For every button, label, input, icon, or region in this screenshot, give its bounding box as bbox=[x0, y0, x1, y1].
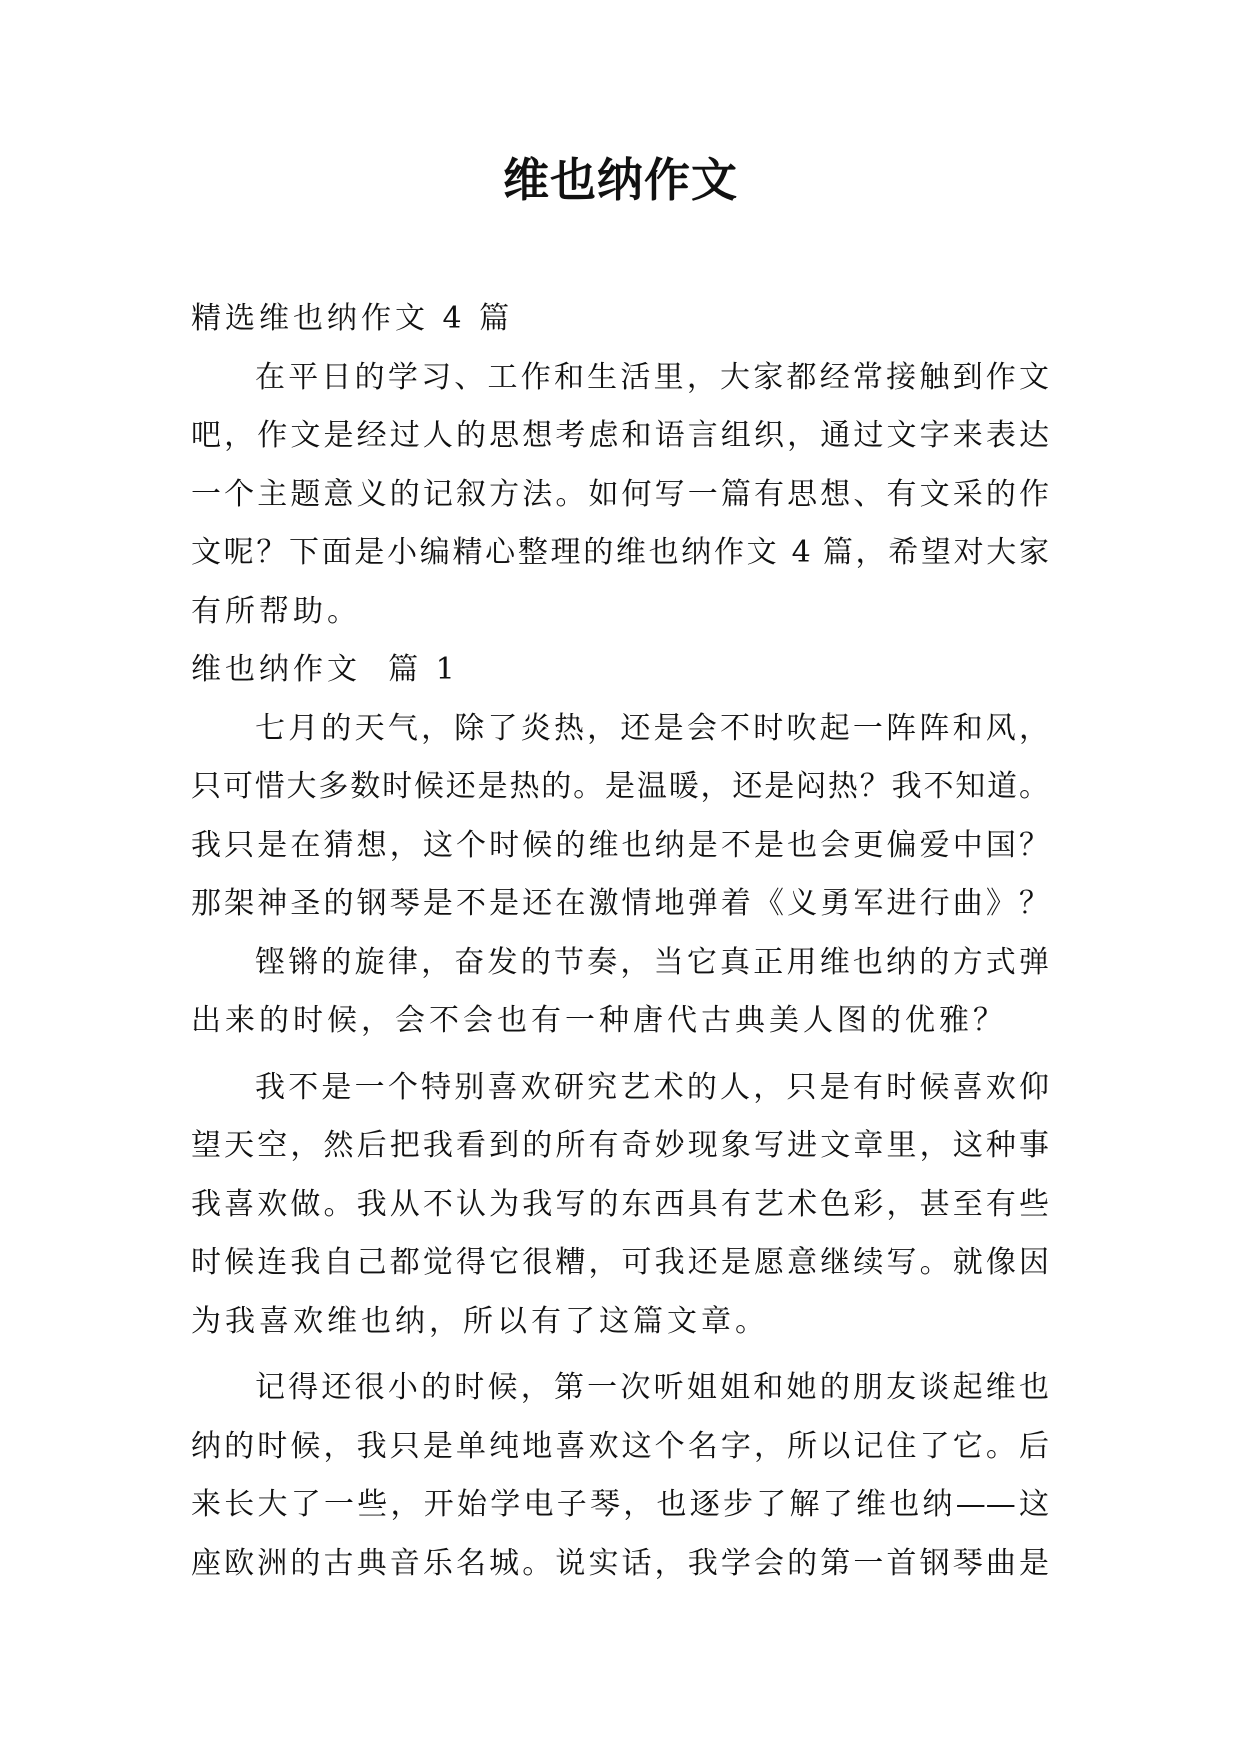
text-line: 来长大了一些，开始学电子琴，也逐步了解了维也纳——这 bbox=[191, 1487, 1049, 1522]
paragraph-gap bbox=[191, 1051, 1049, 1059]
intro-paragraph bbox=[191, 349, 1049, 642]
text-line: 铿锵的旋律，奋发的节奏，当它真正用维也纳的方式弹 bbox=[255, 944, 1049, 980]
paragraph bbox=[191, 700, 1049, 934]
text-line: 在平日的学习、工作和生活里，大家都经常接触到作文 bbox=[255, 359, 1049, 395]
text-line: 七月的天气，除了炎热，还是会不时吹起一阵阵和风， bbox=[255, 710, 1049, 746]
text-line: 出来的时候，会不会也有一种唐代古典美人图的优雅？ bbox=[191, 1003, 1007, 1038]
paragraph-gap bbox=[191, 1351, 1049, 1359]
text-line: 我喜欢做。我从不认为我写的东西具有艺术色彩，甚至有些 bbox=[191, 1186, 1049, 1222]
paragraph bbox=[191, 1059, 1049, 1352]
subtitle-line: 精选维也纳作文 4 篇 bbox=[191, 301, 514, 336]
paragraph bbox=[191, 1359, 1049, 1593]
document-title: 维也纳作文 bbox=[503, 153, 738, 207]
text-line: 记得还很小的时候，第一次听姐姐和她的朋友谈起维也 bbox=[255, 1370, 1049, 1405]
text-line: 我只是在猜想，这个时候的维也纳是不是也会更偏爱中国？ bbox=[191, 827, 1049, 863]
text-line: 时候连我自己都觉得它很糟，可我还是愿意继续写。就像因 bbox=[191, 1245, 1049, 1280]
text-line: 那架神圣的钢琴是不是还在激情地弹着《义勇军进行曲》？ bbox=[191, 886, 1049, 921]
text-line: 文呢？下面是小编精心整理的维也纳作文 4 篇，希望对大家 bbox=[191, 535, 1049, 570]
text-line: 只可惜大多数时候还是热的。是温暖，还是闷热？我不知道。 bbox=[191, 769, 1049, 804]
paragraph bbox=[191, 934, 1049, 1051]
text-line: 纳的时候，我只是单纯地喜欢这个名字，所以记住了它。后 bbox=[191, 1428, 1049, 1464]
text-line: 一个主题意义的记叙方法。如何写一篇有思想、有文采的作 bbox=[191, 476, 1049, 512]
text-line: 有所帮助。 bbox=[191, 593, 361, 629]
text-line: 为我喜欢维也纳，所以有了这篇文章。 bbox=[191, 1303, 769, 1339]
text-line: 座欧洲的古典音乐名城。说实话，我学会的第一首钢琴曲是 bbox=[191, 1545, 1049, 1581]
document-body bbox=[191, 290, 1049, 1593]
text-line: 望天空，然后把我看到的所有奇妙现象写进文章里，这种事 bbox=[191, 1128, 1049, 1163]
section-heading: 维也纳作文 篇 1 bbox=[191, 652, 459, 687]
text-line: 吧，作文是经过人的思想考虑和语言组织，通过文字来表达 bbox=[191, 418, 1049, 453]
text-line: 我不是一个特别喜欢研究艺术的人，只是有时候喜欢仰 bbox=[255, 1069, 1049, 1105]
